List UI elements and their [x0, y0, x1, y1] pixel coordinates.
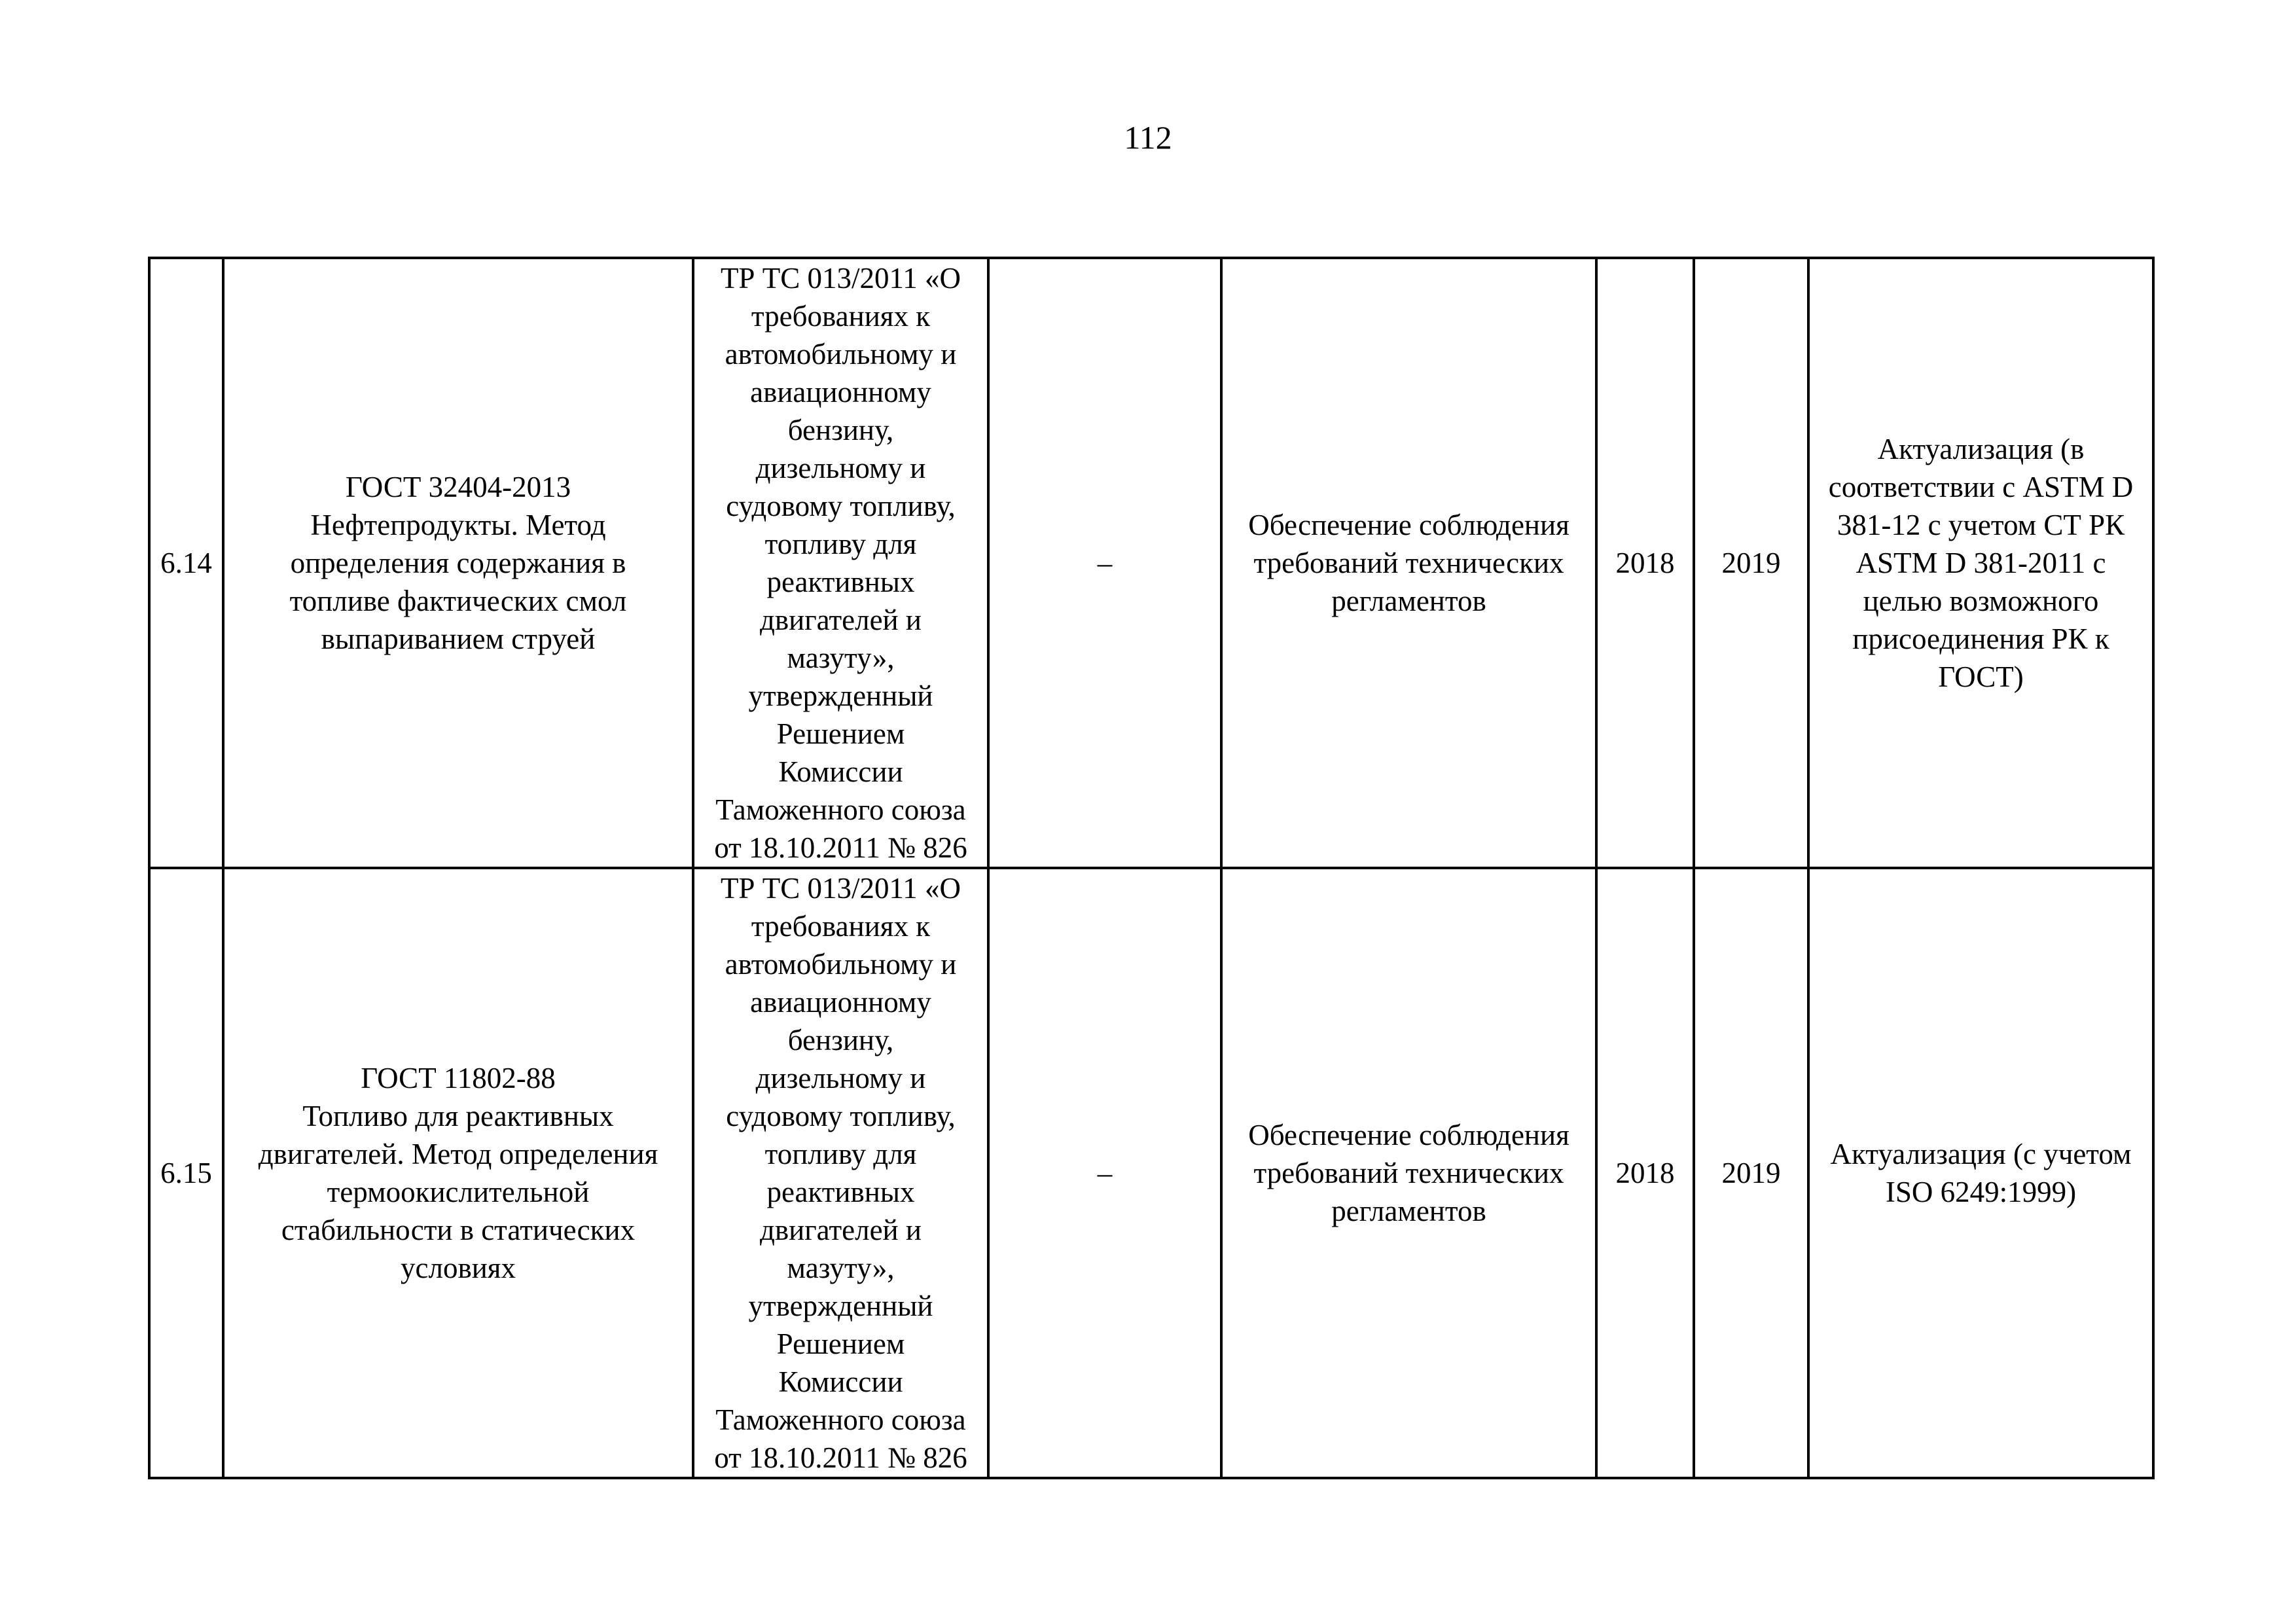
standard-cell: ГОСТ 32404-2013 Нефтепродукты. Метод определения содержания в топливе фактических смол выпариванием струей — [223, 258, 693, 868]
purpose-cell: Обеспечение соблюдения требований технических регламентов — [1221, 258, 1596, 868]
page-number: 112 — [1124, 119, 1172, 156]
end-year-cell: 2019 — [1694, 258, 1808, 868]
row-number-cell: 6.14 — [149, 258, 223, 868]
start-year-cell: 2018 — [1596, 868, 1694, 1478]
start-year-cell: 2018 — [1596, 258, 1694, 868]
purpose-cell: Обеспечение соблюдения требований технических регламентов — [1221, 868, 1596, 1478]
row-number-cell: 6.15 — [149, 868, 223, 1478]
table-row — [149, 868, 2153, 1478]
regulation-cell: ТР ТС 013/2011 «О требованиях к автомобильному и авиационному бензину, дизельному и судовому топливу, топливу для реактивных двигателей и мазуту», утвержденный Решением Комиссии Таможенного союза от 18.10.2011 № 826 — [693, 258, 988, 868]
end-year-cell: 2019 — [1694, 868, 1808, 1478]
table-row — [149, 258, 2153, 868]
regulation-cell: ТР ТС 013/2011 «О требованиях к автомобильному и авиационному бензину, дизельному и судовому топливу, топливу для реактивных двигателей и мазуту», утвержденный Решением Комиссии Таможенного союза от 18.10.2011 № 826 — [693, 868, 988, 1478]
standard-cell: ГОСТ 11802-88 Топливо для реактивных двигателей. Метод определения термоокислительной стабильности в статических условиях — [223, 868, 693, 1478]
note-cell: Актуализация (с учетом ISO 6249:1999) — [1808, 868, 2153, 1478]
dash-cell: – — [988, 868, 1221, 1478]
standards-table — [148, 257, 2155, 1479]
note-cell: Актуализация (в соответствии с ASTM D 381-12 с учетом СТ РК ASTM D 381-2011 с целью возможного присоединения РК к ГОСТ) — [1808, 258, 2153, 868]
dash-cell: – — [988, 258, 1221, 868]
